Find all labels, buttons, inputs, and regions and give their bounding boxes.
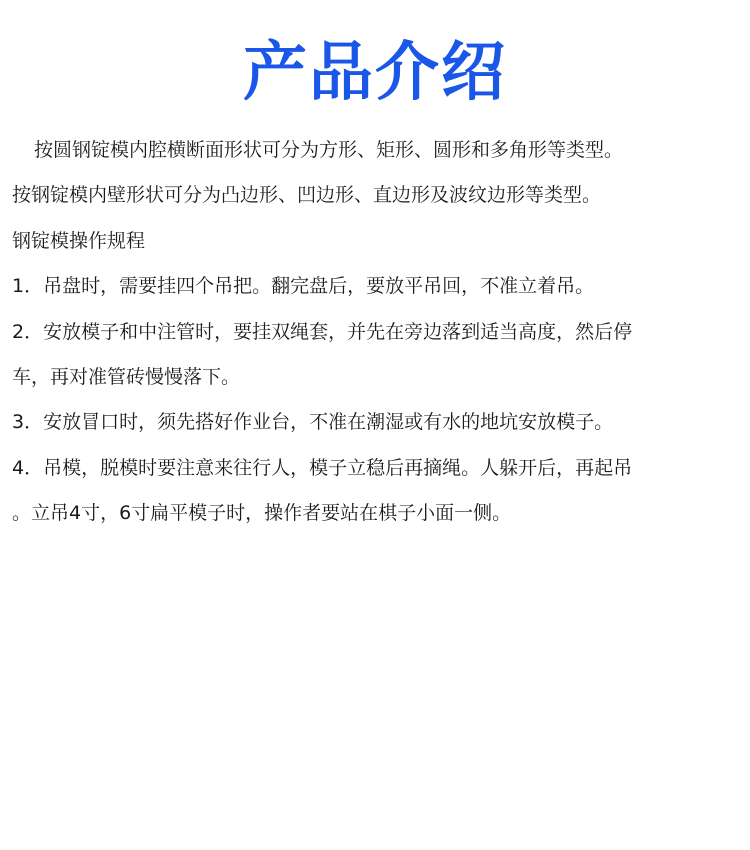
rule-item-3: 3．安放冒口时，须先搭好作业台，不准在潮湿或有水的地坑安放模子。 — [12, 411, 614, 434]
rule-item-1: 1．吊盘时，需要挂四个吊把。翻完盘后，要放平吊回，不准立着吊。 — [12, 275, 595, 298]
rule-item-2-continued: 车，再对准管砖慢慢落下。 — [12, 365, 241, 388]
rule-item-4: 4．吊模，脱模时要注意来往行人，模子立稳后再摘绳。人躲开后，再起吊 — [12, 456, 633, 479]
rule-item-4-continued: 。立吊4寸，6寸扁平模子时，操作者要站在棋子小面一侧。 — [12, 502, 512, 525]
page-title: 产品介绍 — [243, 36, 507, 110]
section-heading-operating-rules: 钢锭模操作规程 — [12, 229, 146, 252]
paragraph-line-1: 按圆钢锭模内腔横断面形状可分为方形、矩形、圆形和多角形等类型。 — [34, 139, 624, 161]
rule-item-2: 2．安放模子和中注管时，要挂双绳套，并先在旁边落到适当高度，然后停 — [12, 320, 633, 343]
paragraph-line-2: 按钢锭模内壁形状可分为凸边形、凹边形、直边形及波纹边形等类型。 — [12, 184, 602, 207]
intro-body — [12, 128, 742, 537]
